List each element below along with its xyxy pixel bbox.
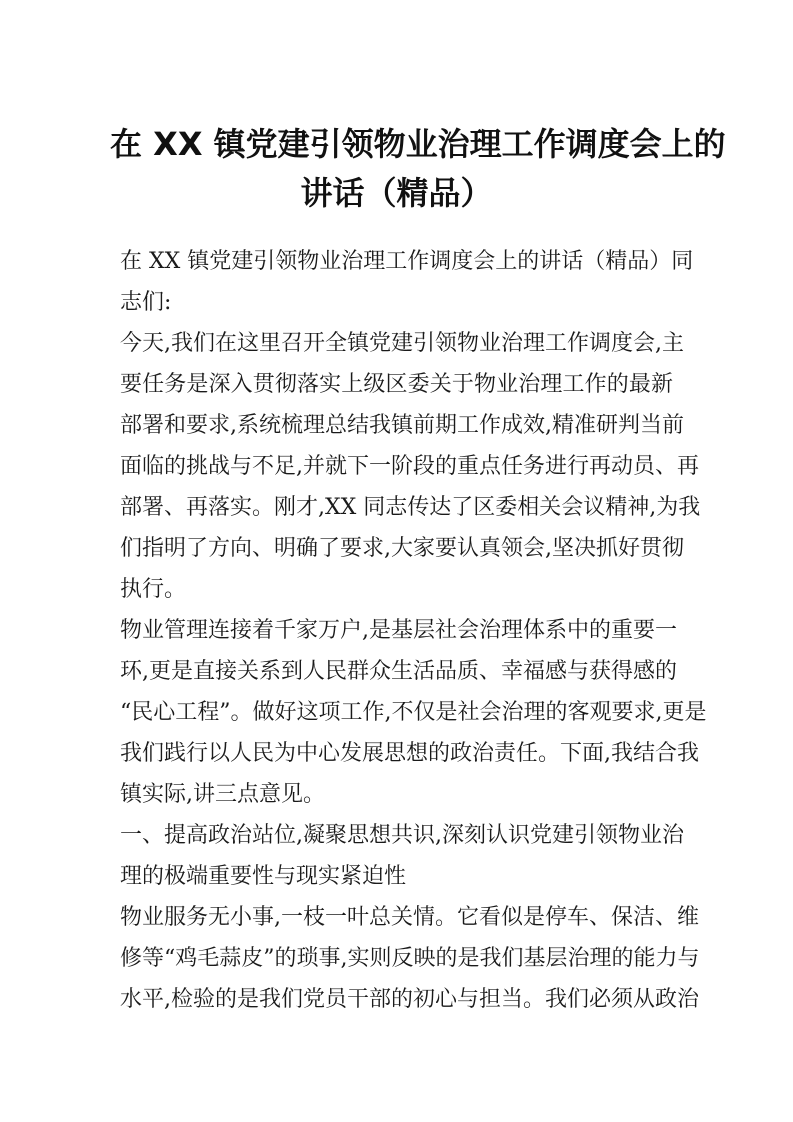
body-line: 镇实际,讲三点意见。 [120, 782, 325, 807]
body-line: 要任务是深入贯彻落实上级区委关于物业治理工作的最新 [120, 372, 673, 397]
body-line: 水平,检验的是我们党员干部的初心与担当。我们必须从政治 [120, 987, 699, 1012]
body-line: 志们: [120, 290, 172, 315]
section-heading-line: 一、提高政治站位,凝聚思想共识,深刻认识党建引领物业治 [120, 823, 684, 848]
body-line: 面临的挑战与不足,并就下一阶段的重点任务进行再动员、再 [120, 454, 699, 479]
body-line: 执行。 [120, 577, 187, 602]
body-line: 们指明了方向、明确了要求,大家要认真领会,坚决抓好贯彻 [120, 536, 684, 561]
section-heading-line: 理的极端重要性与现实紧迫性 [120, 864, 407, 889]
body-line: 今天,我们在这里召开全镇党建引领物业治理工作调度会,主 [120, 331, 684, 356]
body-line: 物业管理连接着千家万户,是基层社会治理体系中的重要一 [120, 618, 677, 643]
body-line: 在 XX 镇党建引领物业治理工作调度会上的讲话（精品）同 [120, 249, 694, 274]
document-title-line-1: 在 XX 镇党建引领物业治理工作调度会上的 [110, 125, 726, 163]
document-title-line-2: 讲话（精品） [300, 174, 493, 212]
body-line: 我们践行以人民为中心发展思想的政治责任。下面,我结合我 [120, 741, 699, 766]
body-line: “民心工程”。做好这项工作,不仅是社会治理的客观要求,更是 [120, 700, 707, 725]
body-line: 物业服务无小事,一枝一叶总关情。它看似是停车、保洁、维 [120, 905, 699, 930]
body-line: 部署、再落实。刚才,XX 同志传达了区委相关会议精神,为我 [120, 495, 701, 520]
body-line: 部署和要求,系统梳理总结我镇前期工作成效,精准研判当前 [120, 413, 684, 438]
body-line: 修等“鸡毛蒜皮”的琐事,实则反映的是我们基层治理的能力与 [120, 946, 700, 971]
body-line: 环,更是直接关系到人民群众生活品质、幸福感与获得感的 [120, 659, 677, 684]
